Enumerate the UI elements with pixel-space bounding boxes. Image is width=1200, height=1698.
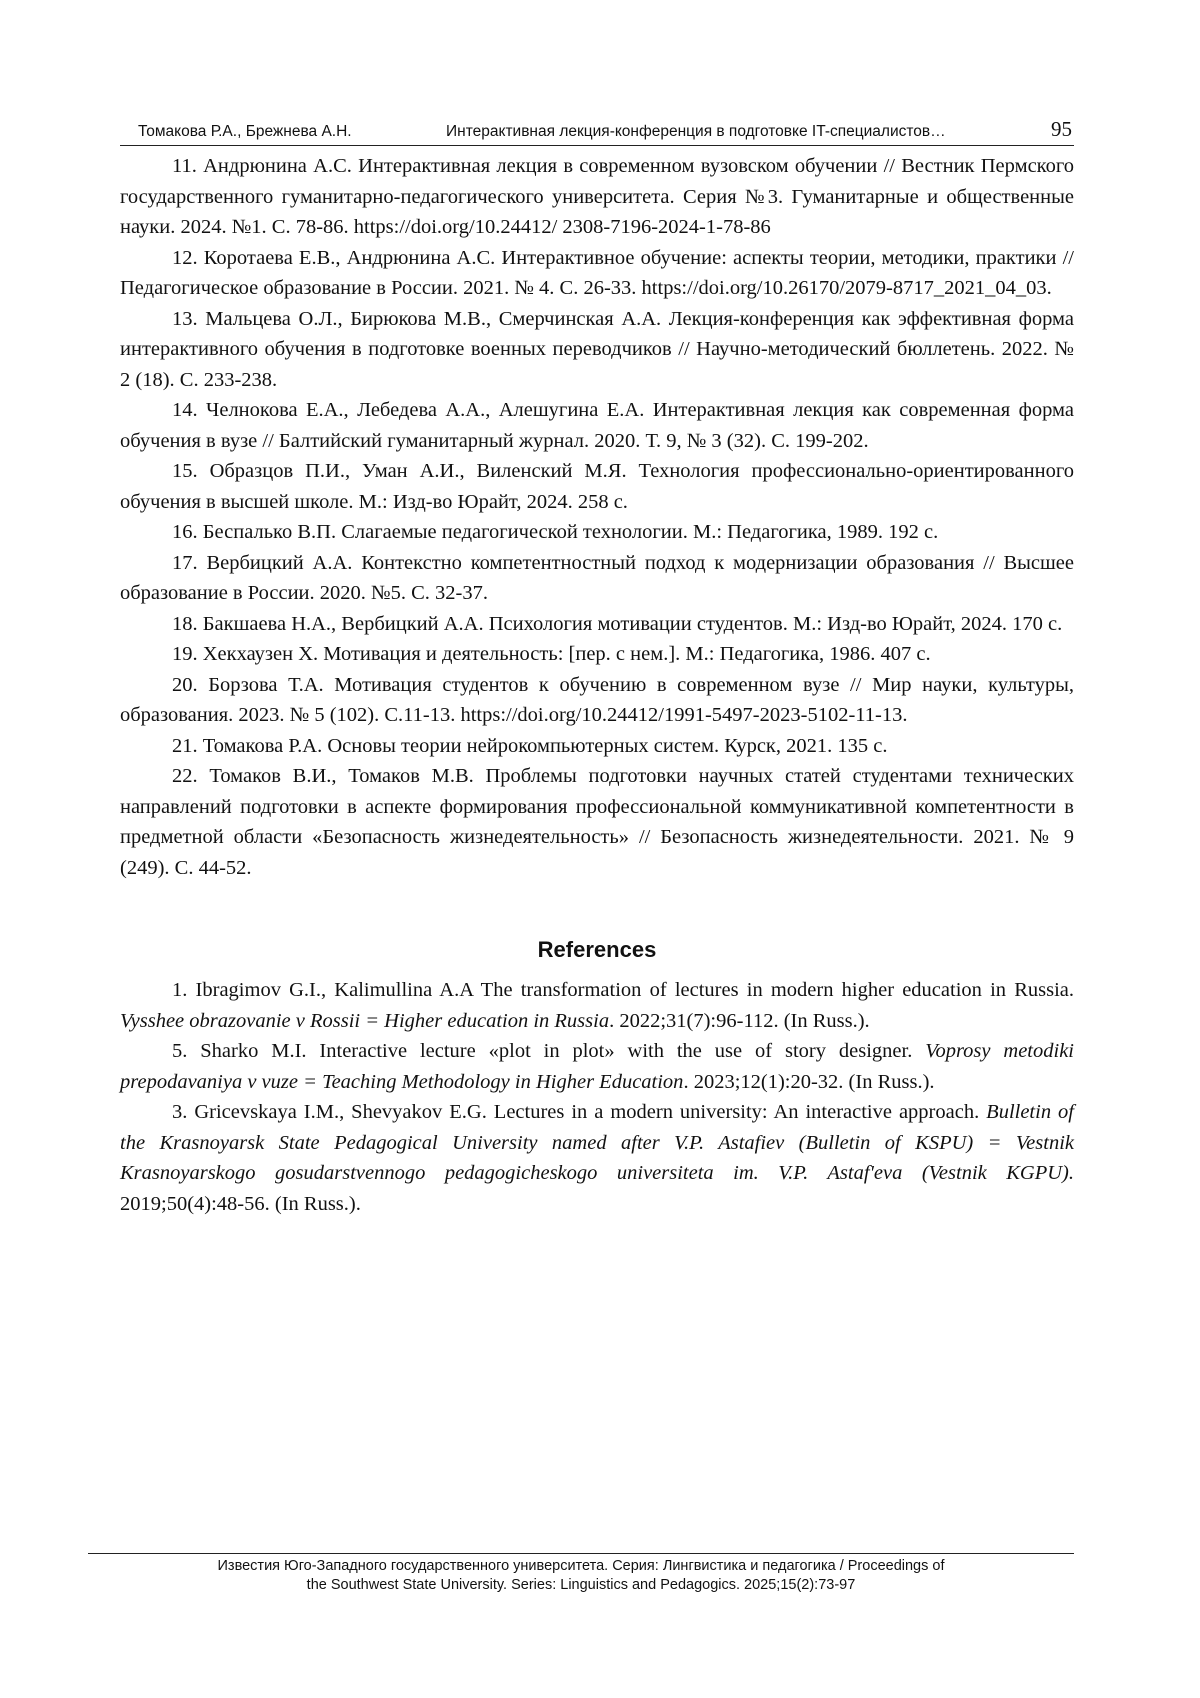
footer-line-1: Известия Юго-Западного государственного университета. Серия: Лингвистика и педагогика / Proceedings of xyxy=(217,1558,945,1574)
reference-ru-13: 13. Мальцева О.Л., Бирюкова М.В., Смерчинская А.А. Лекция-конференция как эффективная форма интерактивного обучения в подготовке военных переводчиков // Научно-методический бюллетень. 2022. № 2 (18). С. 233-238. xyxy=(120,307,1074,391)
reference-ru-19: 19. Хекхаузен Х. Мотивация и деятельность: [пер. с нем.]. М.: Педагогика, 1986. 407 с. xyxy=(172,643,931,665)
reference-ru-20: 20. Борзова Т.А. Мотивация студентов к обучению в современном вузе // Мир науки, культуры, образования. 2023. № 5 (102). С.11-13. https://doi.org/10.24412/1991-5497-2023-5102-11-13. xyxy=(120,673,1074,726)
reference-en-1 xyxy=(120,975,1074,1036)
header-running-title: Интерактивная лекция-конференция в подготовке IT-специалистов… xyxy=(446,123,946,140)
reference-en-3-journal: Bulletin of the Krasnoyarsk State Pedagogical University named after V.P. Astafiev (Bulletin of KSPU) = Vestnik Krasnoyarskogo gosudarstvennogo pedagogicheskogo universiteta im. V.P. Astaf'eva (Vestnik KGPU). xyxy=(120,1101,1074,1184)
page-header xyxy=(120,117,1074,146)
reference-ru-21: 21. Томакова Р.А. Основы теории нейрокомпьютерных систем. Курск, 2021. 135 с. xyxy=(172,734,888,757)
reference-en-5-tail: . 2023;12(1):20-32. (In Russ.). xyxy=(683,1070,935,1093)
reference-en-3-tail: 2019;50(4):48-56. (In Russ.). xyxy=(120,1192,361,1215)
reference-en-1-lead: 1. Ibragimov G.I., Kalimullina A.A The transformation of lectures in modern higher education in Russia. xyxy=(172,979,1074,1001)
reference-ru-16: 16. Беспалько В.П. Слагаемые педагогической технологии. М.: Педагогика, 1989. 192 с. xyxy=(172,521,939,543)
reference-ru-22: 22. Томаков В.И., Томаков М.В. Проблемы подготовки научных статей студентами технических направлений подготовки в аспекте формирования профессиональной коммуникативной компетентности в предметной области «Безопасность жизнедеятельность» // Безопасность жизнедеятельности. 2021. № 9 (249). С. 44-52. xyxy=(120,765,1074,879)
reference-ru-12: 12. Коротаева Е.В., Андрюнина А.С. Интерактивное обучение: аспекты теории, методики, практики // Педагогическое образование в России. 2021. № 4. С. 26-33. https://doi.org/10.26170/2079-8717_2021_04_03. xyxy=(120,246,1074,299)
reference-en-5 xyxy=(120,1036,1074,1097)
reference-en-5-lead: 5. Sharko M.I. Interactive lecture «plot in plot» with the use of story designer. xyxy=(172,1040,926,1062)
reference-en-3 xyxy=(120,1097,1074,1219)
reference-en-1-tail: . 2022;31(7):96-112. (In Russ.). xyxy=(609,1009,870,1032)
footer-line-2: the Southwest State University. Series: Linguistics and Pedagogics. 2025;15(2):73-97 xyxy=(306,1577,856,1593)
page-number: 95 xyxy=(1051,117,1072,141)
page-body xyxy=(120,151,1074,1219)
reference-ru-14: 14. Челнокова Е.А., Лебедева А.А., Алешугина Е.А. Интерактивная лекция как современная форма обучения в вузе // Балтийский гуманитарный журнал. 2020. Т. 9, № 3 (32). С. 199-202. xyxy=(120,399,1074,452)
reference-ru-11: 11. Андрюнина А.С. Интерактивная лекция в современном вузовском обучении // Вестник Пермского государственного гуманитарно-педагогического университета. Серия №3. Гуманитарные и общественные науки. 2024. №1. С. 78-86. https://doi.org/10.24412/ 2308-7196-2024-1-78-86 xyxy=(120,155,1074,238)
reference-en-1-journal: Vysshee obrazovanie v Rossii = Higher education in Russia xyxy=(120,1009,610,1032)
reference-ru-17: 17. Вербицкий А.А. Контекстно компетентностный подход к модернизации образования // Высшее образование в России. 2020. №5. С. 32-37. xyxy=(120,551,1074,604)
page-footer xyxy=(88,1553,1074,1595)
reference-en-3-lead: 3. Gricevskaya I.M., Shevyakov E.G. Lectures in a modern university: An interactive approach. xyxy=(172,1101,987,1123)
reference-en-5-journal: Voprosy metodiki prepodavaniya v vuze = Teaching Methodology in Higher Education xyxy=(120,1040,1074,1093)
reference-ru-18: 18. Бакшаева Н.А., Вербицкий А.А. Психология мотивации студентов. М.: Изд-во Юрайт, 2024. 170 с. xyxy=(172,612,1063,635)
reference-ru-15: 15. Образцов П.И., Уман А.И., Виленский М.Я. Технология профессионально-ориентированного обучения в высшей школе. М.: Изд-во Юрайт, 2024. 258 с. xyxy=(120,460,1074,513)
header-authors: Томакова Р.А., Брежнева А.Н. xyxy=(138,123,352,140)
references-heading: References xyxy=(537,937,657,962)
